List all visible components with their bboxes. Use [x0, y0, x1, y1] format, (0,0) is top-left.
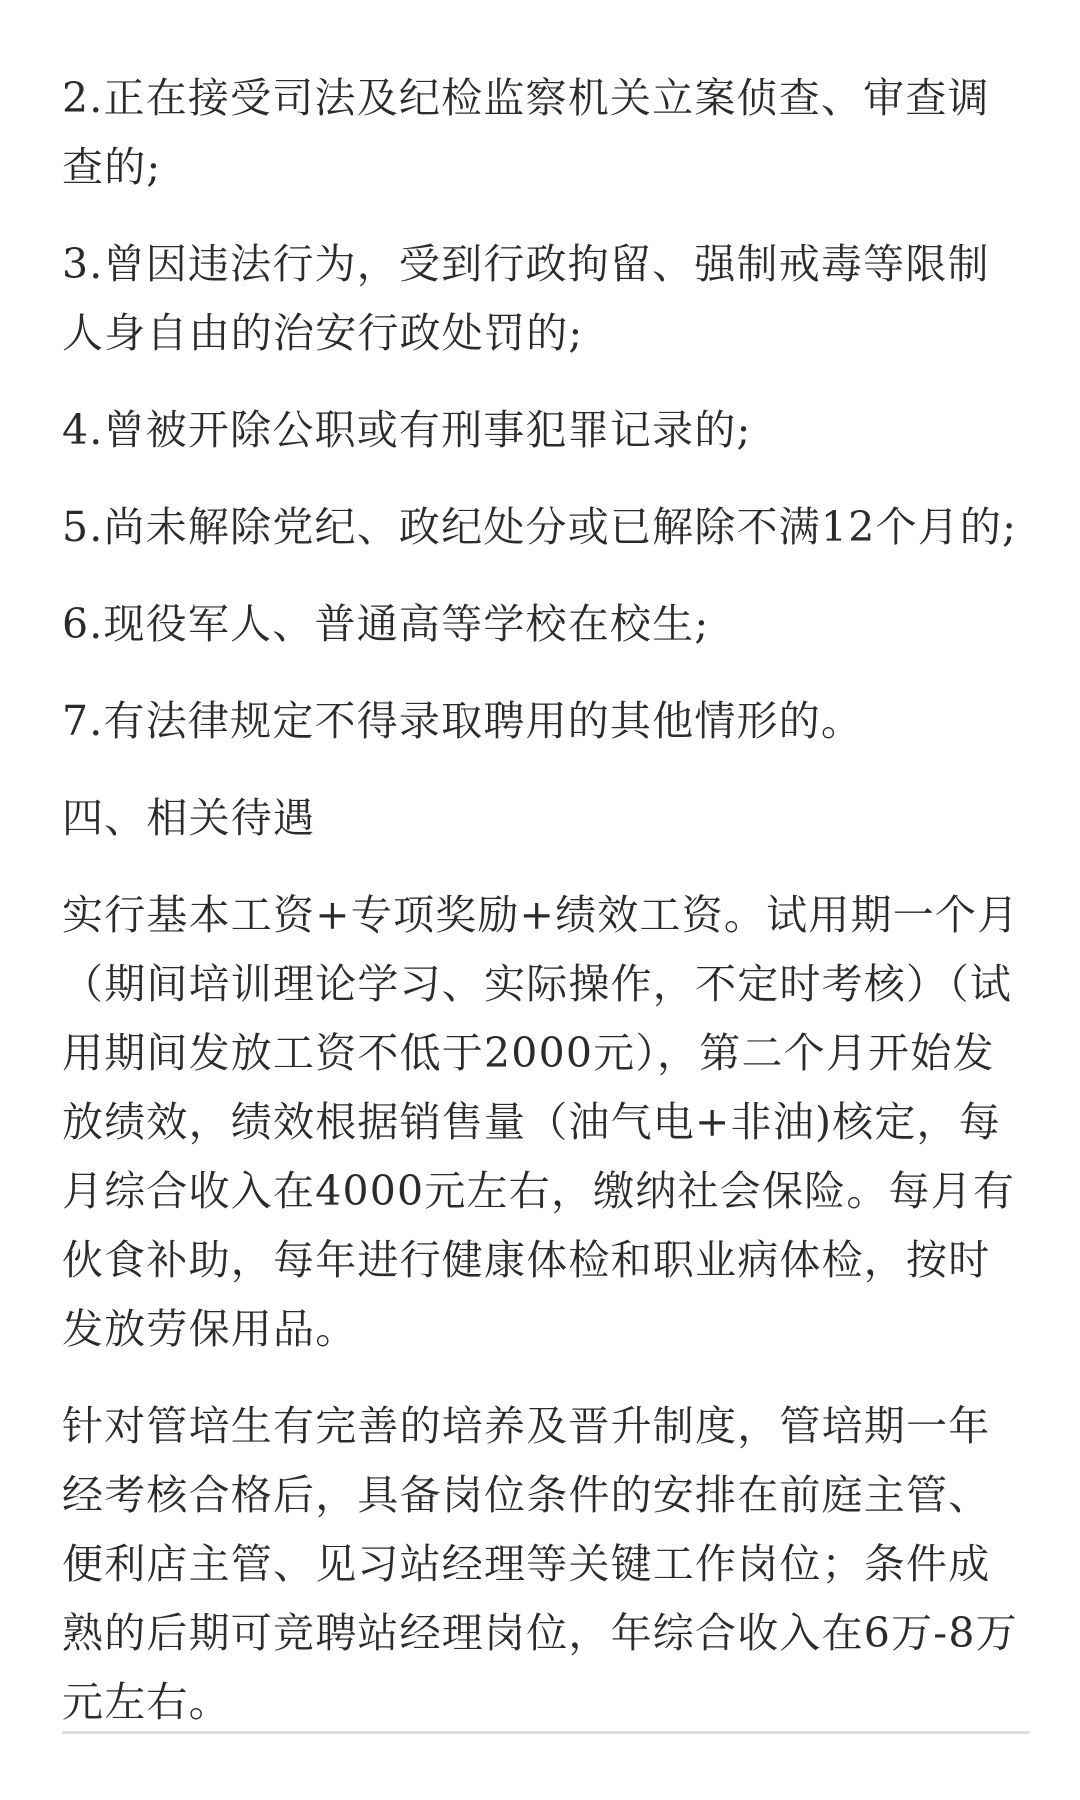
article-body	[62, 64, 1030, 1765]
paragraph-promotion: 针对管培生有完善的培养及晋升制度，管培期一年经考核合格后，具备岗位条件的安排在前庭主管、便利店主管、见习站经理等关键工作岗位；条件成熟的后期可竞聘站经理岗位，年综合收入在6万-8万元左右。	[62, 1402, 1018, 1726]
list-item: 7.有法律规定不得录取聘用的其他情形的。	[62, 697, 864, 745]
list-item: 4.曾被开除公职或有刑事犯罪记录的;	[62, 406, 752, 454]
divider	[62, 1731, 1030, 1734]
section-heading: 四、相关待遇	[62, 794, 316, 842]
list-item: 5.尚未解除党纪、政纪处分或已解除不满12个月的;	[62, 503, 1018, 551]
list-item: 2.正在接受司法及纪检监察机关立案侦查、审查调查的;	[62, 74, 990, 191]
list-item: 3.曾因违法行为，受到行政拘留、强制戒毒等限制人身自由的治安行政处罚的;	[62, 240, 990, 357]
paragraph-benefits: 实行基本工资+专项奖励+绩效工资。试用期一个月（期间培训理论学习、实际操作，不定时考核）（试用期间发放工资不低于2000元），第二个月开始发放绩效，绩效根据销售量（油气电+非油)核定，每月综合收入在4000元左右，缴纳社会保险。每月有伙食补助，每年进行健康体检和职业病体检，按时发放劳保用品。	[62, 891, 1020, 1353]
list-item: 6.现役军人、普通高等学校在校生;	[62, 600, 710, 648]
